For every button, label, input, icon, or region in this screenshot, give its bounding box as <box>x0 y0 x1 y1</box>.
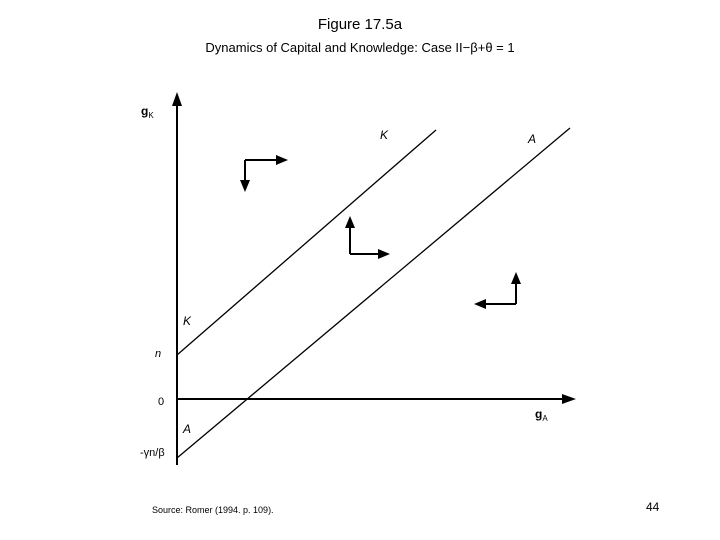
page-number: 44 <box>646 500 660 514</box>
k-line-top-label: K <box>380 128 389 142</box>
x-axis-arrowhead <box>562 394 576 404</box>
direction-arrows-upper-left <box>240 155 288 192</box>
a-line-bottom-label: A <box>183 422 192 436</box>
figure-subtitle: Dynamics of Capital and Knowledge: Case II−β+θ = 1 <box>205 40 515 55</box>
neg-intercept-label: -γn/β <box>140 447 165 459</box>
k-locus-line <box>177 130 436 355</box>
source-note: Source: Romer (1994. p. 109). <box>152 505 274 515</box>
x-axis-label: $g_A$ <box>535 407 548 423</box>
figure-title: Figure 17.5a <box>317 16 403 33</box>
y-axis-label: $g_K$ <box>141 104 154 120</box>
k-line-bottom-label: K <box>183 314 192 328</box>
n-label: n <box>155 348 162 360</box>
zero-label: 0 <box>158 396 165 408</box>
direction-arrows-lower-right <box>474 272 521 309</box>
y-axis-arrowhead <box>172 92 182 106</box>
direction-arrows-middle <box>345 216 390 259</box>
a-line-top-label: A <box>528 132 537 146</box>
a-locus-line <box>177 128 570 458</box>
